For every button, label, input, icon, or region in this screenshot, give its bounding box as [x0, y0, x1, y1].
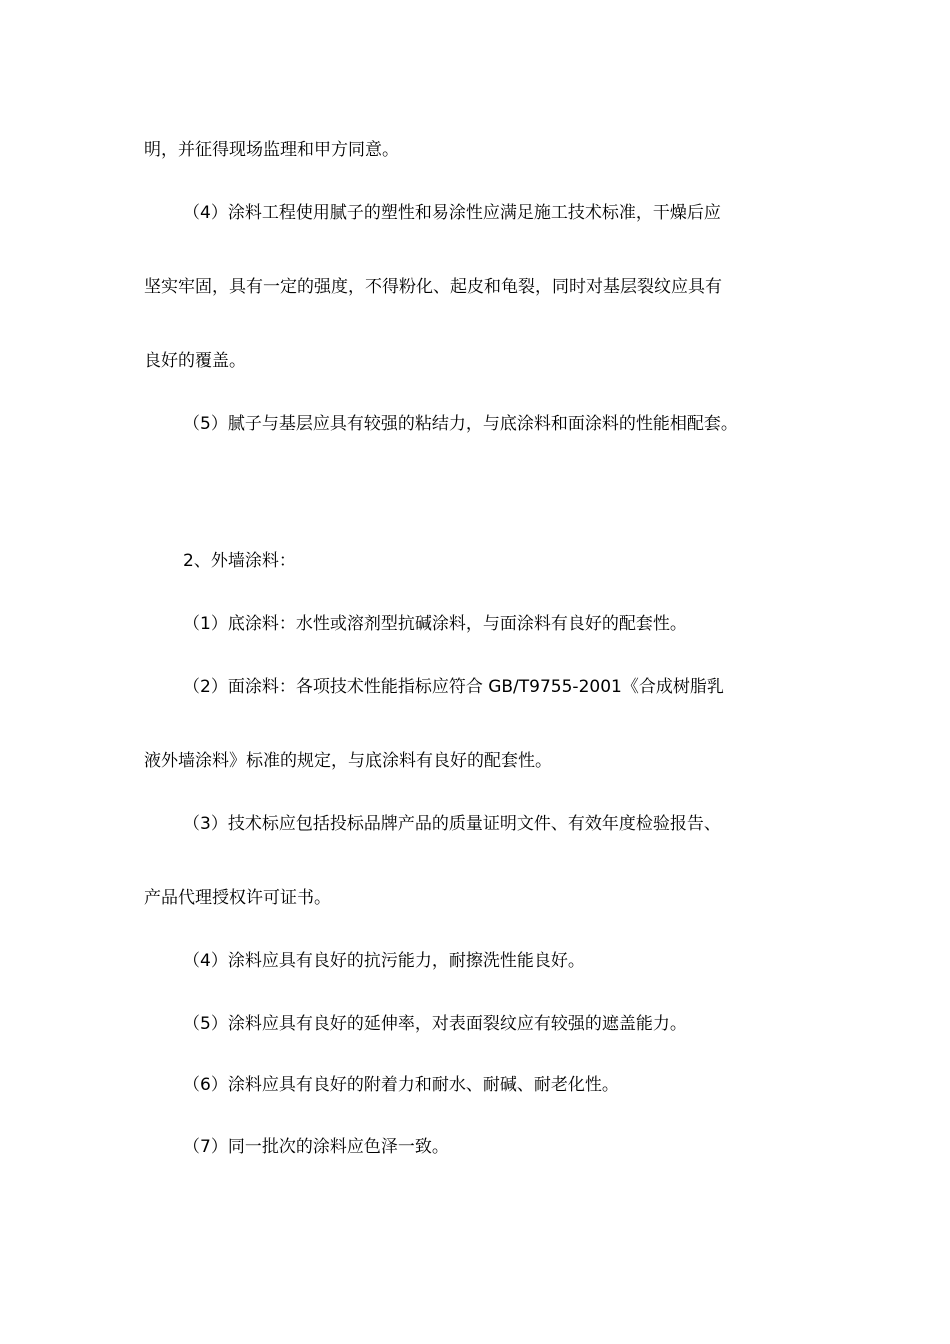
text-line: （4）涂料工程使用腻子的塑性和易涂性应满足施工技术标准，干燥后应 — [183, 203, 721, 223]
text-line: （5）涂料应具有良好的延伸率，对表面裂纹应有较强的遮盖能力。 — [183, 1014, 687, 1034]
text-line: （6）涂料应具有良好的附着力和耐水、耐碱、耐老化性。 — [183, 1075, 619, 1095]
text-line: 明，并征得现场监理和甲方同意。 — [144, 140, 399, 160]
text-line: （3）技术标应包括投标品牌产品的质量证明文件、有效年度检验报告、 — [183, 814, 721, 834]
section-heading: 2、外墙涂料： — [183, 551, 296, 571]
text-line: （7）同一批次的涂料应色泽一致。 — [183, 1137, 449, 1157]
text-line: （4）涂料应具有良好的抗污能力，耐擦洗性能良好。 — [183, 951, 585, 971]
text-line: 良好的覆盖。 — [144, 351, 246, 371]
text-line: （1）底涂料：水性或溶剂型抗碱涂料，与面涂料有良好的配套性。 — [183, 614, 687, 634]
text-line: （5）腻子与基层应具有较强的粘结力，与底涂料和面涂料的性能相配套。 — [183, 414, 738, 434]
text-line: 液外墙涂料》标准的规定，与底涂料有良好的配套性。 — [144, 751, 552, 771]
text-line: 坚实牢固，具有一定的强度，不得粉化、起皮和龟裂，同时对基层裂纹应具有 — [144, 277, 722, 297]
text-line: （2）面涂料：各项技术性能指标应符合 GB/T9755-2001《合成树脂乳 — [183, 677, 724, 697]
text-line: 产品代理授权许可证书。 — [144, 888, 331, 908]
